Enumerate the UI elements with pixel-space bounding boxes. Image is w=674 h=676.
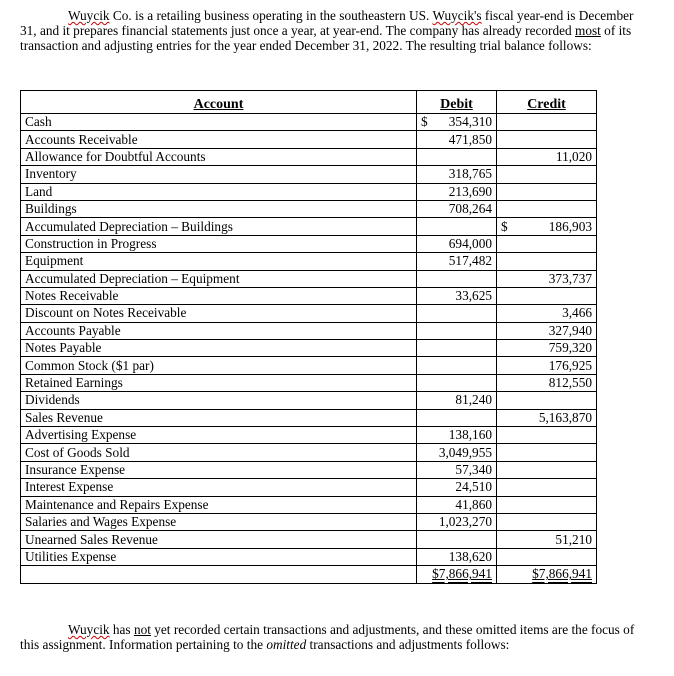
table-row: [21, 340, 597, 357]
debit-cell: [417, 218, 497, 235]
account-cell: Salaries and Wages Expense: [21, 513, 417, 530]
account-cell: Sales Revenue: [21, 409, 417, 426]
credit-cell: [497, 200, 597, 217]
debit-cell: 471,850: [417, 131, 497, 148]
credit-cell: [497, 513, 597, 530]
debit-cell: 24,510: [417, 479, 497, 496]
account-cell: Insurance Expense: [21, 461, 417, 478]
account-cell: Accounts Payable: [21, 322, 417, 339]
table-row: [21, 531, 597, 548]
debit-cell: 33,625: [417, 287, 497, 304]
total-value: $7,866,941: [532, 566, 592, 582]
account-cell: Discount on Notes Receivable: [21, 305, 417, 322]
table-row: [21, 392, 597, 409]
table-row: [21, 114, 597, 131]
credit-cell: [497, 461, 597, 478]
credit-cell: [497, 427, 597, 444]
credit-cell: [497, 131, 597, 148]
account-cell: Utilities Expense: [21, 548, 417, 565]
debit-cell: 694,000: [417, 235, 497, 252]
account-cell: Inventory: [21, 166, 417, 183]
credit-cell: [497, 114, 597, 131]
table-row: [21, 131, 597, 148]
account-cell: Interest Expense: [21, 479, 417, 496]
account-cell: Allowance for Doubtful Accounts: [21, 148, 417, 165]
table-row: [21, 374, 597, 391]
intro-paragraph: [20, 8, 650, 53]
account-cell: Construction in Progress: [21, 235, 417, 252]
total-credit: [497, 566, 597, 583]
account-cell: Land: [21, 183, 417, 200]
credit-cell: 759,320: [497, 340, 597, 357]
table-row: [21, 409, 597, 426]
credit-cell: 5,163,870: [497, 409, 597, 426]
table-row: [21, 218, 597, 235]
debit-cell: 708,264: [417, 200, 497, 217]
debit-cell: [417, 305, 497, 322]
credit-cell: [497, 166, 597, 183]
debit-cell: [417, 340, 497, 357]
emphasis: not: [133, 622, 151, 637]
table-row: [21, 513, 597, 530]
account-cell: Retained Earnings: [21, 374, 417, 391]
table-row: [21, 444, 597, 461]
account-cell: Dividends: [21, 392, 417, 409]
account-cell: Accumulated Depreciation – Buildings: [21, 218, 417, 235]
header-account: Account: [21, 91, 417, 114]
total-debit: [417, 566, 497, 583]
debit-cell: 213,690: [417, 183, 497, 200]
table-row: [21, 461, 597, 478]
debit-cell: 138,160: [417, 427, 497, 444]
table-row: [21, 357, 597, 374]
table-row: [21, 166, 597, 183]
outro-paragraph: [20, 622, 650, 652]
account-cell: Maintenance and Repairs Expense: [21, 496, 417, 513]
intro-text: fiscal year-end is December 31, and it prepares financial statements just once a year, at year-end. The company has already recorded: [20, 8, 634, 38]
credit-cell: [497, 235, 597, 252]
table-row: [21, 548, 597, 565]
outro-text: transactions and adjustments follows:: [306, 637, 510, 652]
table-row: [21, 287, 597, 304]
debit-cell: [417, 270, 497, 287]
credit-cell: $ 186,903: [497, 218, 597, 235]
credit-cell: [497, 479, 597, 496]
debit-cell: 41,860: [417, 496, 497, 513]
header-credit: Credit: [497, 91, 597, 114]
debit-cell: 138,620: [417, 548, 497, 565]
table-row: [21, 305, 597, 322]
credit-cell: [497, 392, 597, 409]
emphasis: most: [574, 23, 601, 38]
debit-cell: [417, 531, 497, 548]
account-cell: Common Stock ($1 par): [21, 357, 417, 374]
total-label: [21, 566, 417, 583]
account-cell: Unearned Sales Revenue: [21, 531, 417, 548]
table-row: [21, 200, 597, 217]
intro-text: of its transaction and adjusting entries for the year ended December 31, 2022. The resulting trial balance follows:: [20, 23, 632, 53]
account-cell: Notes Payable: [21, 340, 417, 357]
debit-cell: 1,023,270: [417, 513, 497, 530]
credit-cell: [497, 287, 597, 304]
account-cell: Cash: [21, 114, 417, 131]
total-row: [21, 566, 597, 583]
table-row: [21, 479, 597, 496]
debit-cell: [417, 148, 497, 165]
debit-cell: 318,765: [417, 166, 497, 183]
account-cell: Notes Receivable: [21, 287, 417, 304]
account-cell: Buildings: [21, 200, 417, 217]
credit-cell: 812,550: [497, 374, 597, 391]
table-row: [21, 183, 597, 200]
debit-cell: 81,240: [417, 392, 497, 409]
credit-cell: [497, 183, 597, 200]
debit-cell: 517,482: [417, 253, 497, 270]
table-row: [21, 496, 597, 513]
account-cell: Cost of Goods Sold: [21, 444, 417, 461]
credit-cell: 327,940: [497, 322, 597, 339]
credit-cell: 176,925: [497, 357, 597, 374]
account-cell: Accumulated Depreciation – Equipment: [21, 270, 417, 287]
company-name: Wuycik: [68, 8, 110, 23]
company-name: Wuycik: [68, 622, 110, 637]
table-row: [21, 427, 597, 444]
intro-text: Co. is a retailing business operating in the southeastern US.: [109, 8, 433, 23]
table-row: [21, 235, 597, 252]
debit-cell: $ 354,310: [417, 114, 497, 131]
credit-cell: 3,466: [497, 305, 597, 322]
account-cell: Advertising Expense: [21, 427, 417, 444]
credit-cell: 373,737: [497, 270, 597, 287]
table-row: [21, 253, 597, 270]
credit-cell: [497, 548, 597, 565]
debit-cell: [417, 409, 497, 426]
outro-text: has: [109, 622, 134, 637]
credit-cell: [497, 496, 597, 513]
outro-text: yet recorded certain transactions and adjustments, and these omitted items are the focus of this assignment. Information pertaining to the: [20, 622, 635, 652]
account-cell: Accounts Receivable: [21, 131, 417, 148]
emphasis: omitted: [266, 637, 307, 652]
header-debit: Debit: [417, 91, 497, 114]
debit-cell: [417, 374, 497, 391]
credit-cell: 51,210: [497, 531, 597, 548]
trial-balance-table: [20, 90, 597, 584]
account-cell: Equipment: [21, 253, 417, 270]
credit-cell: [497, 444, 597, 461]
company-name: Wuycik's: [432, 8, 482, 23]
table-row: [21, 148, 597, 165]
table-row: [21, 322, 597, 339]
table-row: [21, 270, 597, 287]
debit-cell: [417, 357, 497, 374]
credit-cell: 11,020: [497, 148, 597, 165]
table-header: [21, 91, 597, 114]
total-value: $7,866,941: [432, 566, 492, 582]
debit-cell: 57,340: [417, 461, 497, 478]
credit-cell: [497, 253, 597, 270]
debit-cell: [417, 322, 497, 339]
debit-cell: 3,049,955: [417, 444, 497, 461]
